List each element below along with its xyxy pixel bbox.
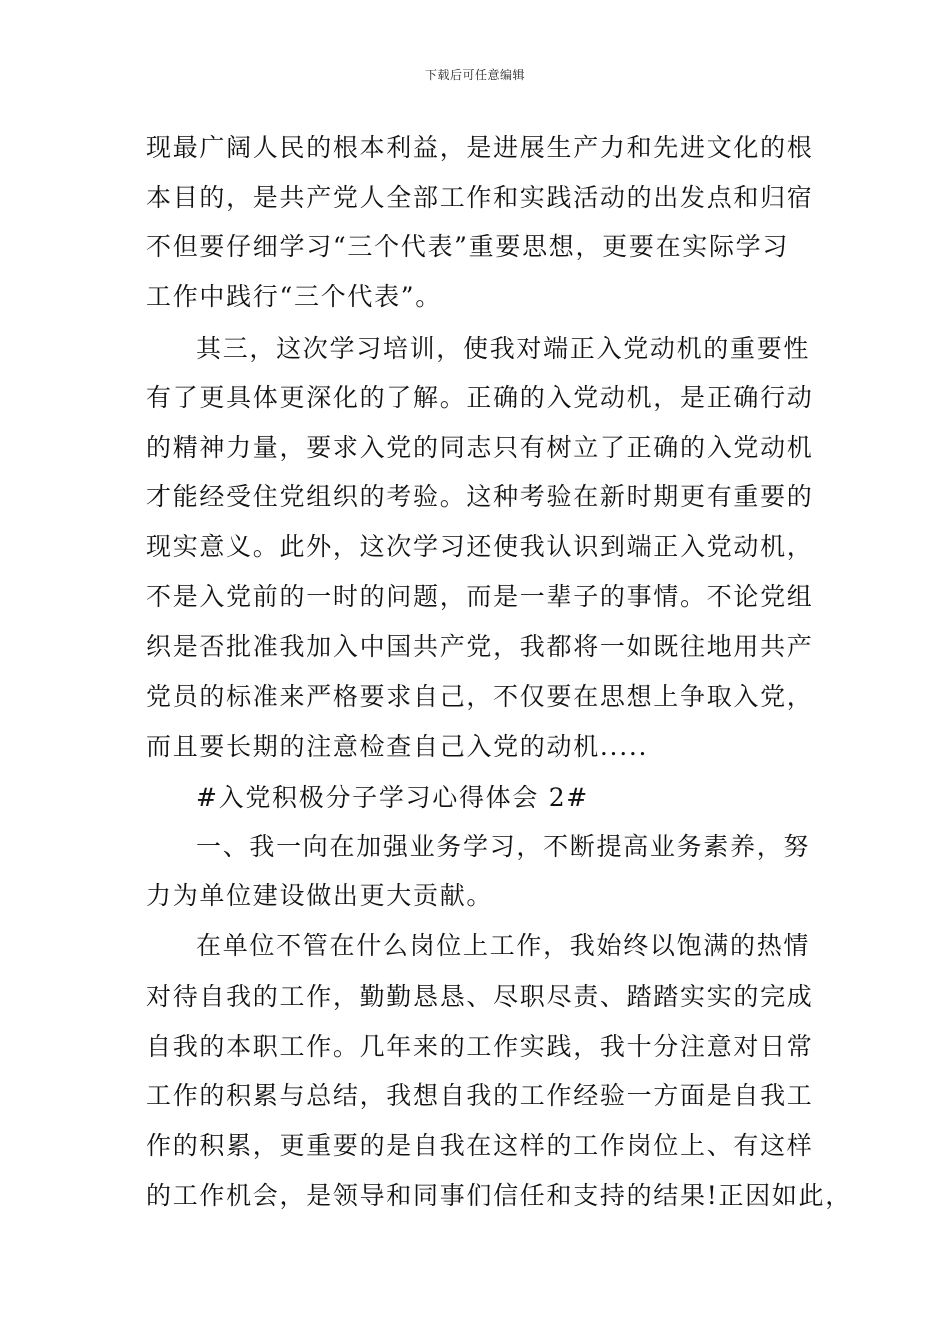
text-line: 自我的本职工作。几年来的工作实践，我十分注意对日常 [146, 1032, 814, 1061]
text-line: 工作的积累与总结，我想自我的工作经验一方面是自我工 [146, 1081, 814, 1110]
text-line: 不但要仔细学习“三个代表”重要思想，更要在实际学习 [146, 232, 790, 261]
paragraph-first-line: 在单位不管在什么岗位上工作，我始终以饱满的热情 [196, 931, 811, 960]
text-line: 的精神力量，要求入党的同志只有树立了正确的入党动机 [146, 433, 814, 462]
text-line: 党员的标准来严格要求自己，不仅要在思想上争取入党， [146, 682, 814, 711]
paragraph-first-line: 其三，这次学习培训，使我对端正入党动机的重要性 [196, 334, 811, 363]
text-line: 现实意义。此外，这次学习还使我认识到端正入党动机， [146, 532, 814, 561]
text-line: 不是入党前的一时的问题，而是一辈子的事情。不论党组 [146, 582, 814, 611]
text-line: 才能经受住党组织的考验。这种考验在新时期更有重要的 [146, 482, 814, 511]
text-line: 作的积累，更重要的是自我在这样的工作岗位上、有这样 [146, 1131, 814, 1160]
text-line: 力为单位建设做出更大贡献。 [146, 881, 494, 910]
text-line: 工作中践行“三个代表”。 [146, 282, 442, 311]
page-header: 下载后可任意编辑 [424, 68, 525, 82]
paragraph-first-line: 一、我一向在加强业务学习，不断提高业务素养，努 [196, 832, 811, 861]
text-line: 而且要长期的注意检查自己入党的动机..... [146, 732, 649, 761]
text-line: 本目的，是共产党人全部工作和实践活动的出发点和归宿 [146, 183, 814, 212]
text-line: 有了更具体更深化的了解。正确的入党动机，是正确行动 [146, 383, 814, 412]
text-line: 的工作机会，是领导和同事们信任和支持的结果!正因如此， [146, 1181, 852, 1210]
text-line: 现最广阔人民的根本利益，是进展生产力和先进文化的根 [146, 133, 814, 162]
text-line: 对待自我的工作，勤勤恳恳、尽职尽责、踏踏实实的完成 [146, 982, 814, 1011]
section-heading: #入党积极分子学习心得体会 2# [196, 783, 589, 812]
text-line: 织是否批准我加入中国共产党，我都将一如既往地用共产 [146, 632, 814, 661]
